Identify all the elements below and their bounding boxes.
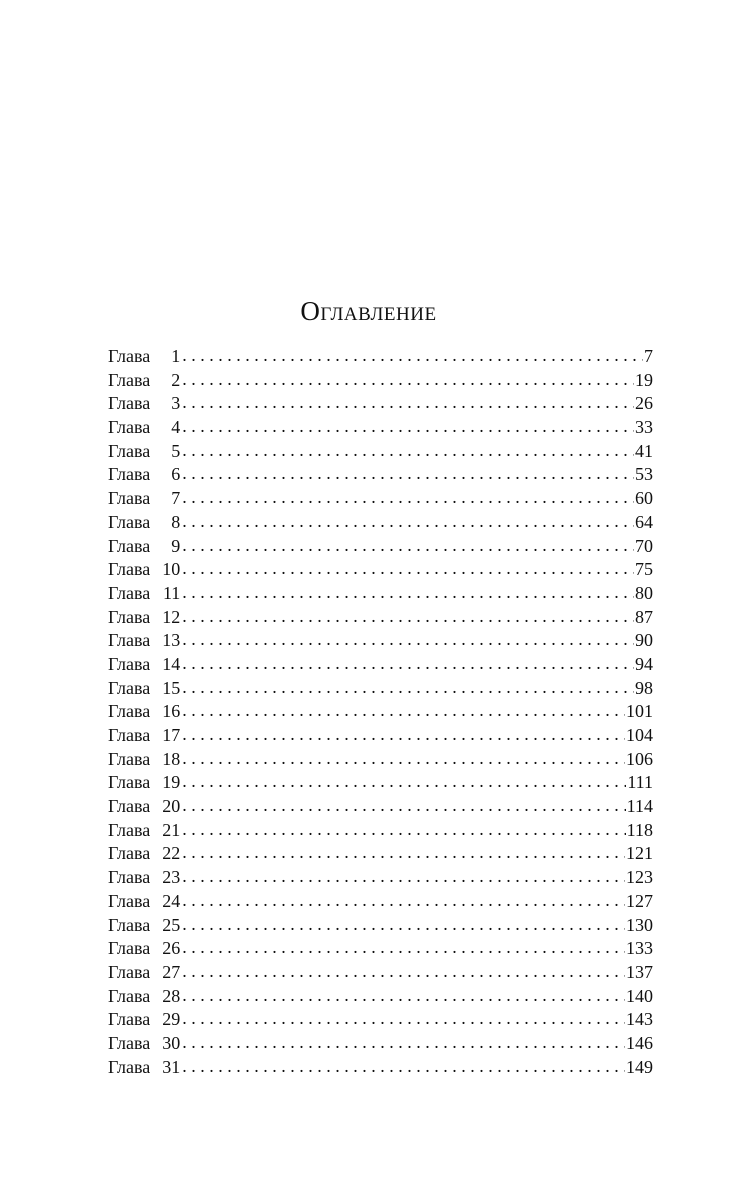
toc-entry[interactable]	[108, 1008, 653, 1032]
dot-leader	[182, 628, 634, 652]
chapter-label: Глава	[108, 346, 151, 366]
chapter-label: Глава	[108, 701, 151, 722]
page-number: 104	[626, 725, 653, 745]
dot-leader	[182, 889, 625, 913]
chapter-number: 12	[162, 606, 181, 627]
dot-leader	[182, 510, 634, 534]
chapter-label: Глава	[108, 890, 151, 911]
page-number: 114	[626, 796, 653, 817]
page-number: 149	[626, 1056, 653, 1077]
page-number: 64	[635, 511, 653, 532]
dot-leader	[182, 841, 625, 865]
chapter-number: 8	[171, 511, 181, 532]
dot-leader	[182, 439, 634, 463]
toc-entry[interactable]	[108, 866, 653, 890]
toc-entry[interactable]	[108, 606, 653, 630]
chapter-label: Глава	[108, 630, 151, 651]
toc-entry[interactable]	[108, 535, 653, 559]
dot-leader	[182, 1031, 625, 1055]
chapter-number: 26	[162, 938, 181, 959]
toc-entry[interactable]	[108, 985, 653, 1009]
toc-entry[interactable]	[108, 1056, 653, 1080]
toc-entry[interactable]	[108, 629, 653, 653]
dot-leader	[182, 1007, 625, 1031]
page-number: 53	[635, 464, 653, 485]
page-number: 19	[635, 369, 653, 390]
chapter-label: Глава	[108, 819, 151, 840]
toc-entry[interactable]	[108, 1032, 653, 1056]
page-number: 140	[626, 985, 653, 1006]
toc-entry[interactable]	[108, 819, 653, 843]
dot-leader	[182, 913, 625, 937]
chapter-number: 20	[162, 796, 181, 817]
chapter-number: 28	[162, 985, 181, 1006]
toc-entry[interactable]	[108, 653, 653, 677]
dot-leader	[182, 605, 634, 629]
chapter-number: 27	[162, 961, 181, 982]
chapter-label: Глава	[108, 1056, 151, 1077]
toc-entry[interactable]	[108, 748, 653, 772]
dot-leader	[182, 794, 625, 818]
chapter-label: Глава	[108, 796, 151, 817]
dot-leader	[182, 368, 634, 392]
toc-entry[interactable]	[108, 487, 653, 511]
page-number: 26	[635, 393, 653, 414]
chapter-label: Глава	[108, 559, 151, 580]
page-number: 127	[626, 890, 653, 911]
page-number: 130	[626, 914, 653, 935]
page-number: 33	[635, 417, 653, 438]
chapter-number: 16	[162, 701, 181, 722]
page-number: 123	[626, 867, 653, 888]
chapter-label: Глава	[108, 535, 151, 556]
dot-leader	[182, 486, 634, 510]
chapter-number: 22	[162, 843, 181, 864]
page-number: 98	[635, 677, 653, 698]
toc-entry[interactable]	[108, 914, 653, 938]
page-number: 121	[626, 843, 653, 864]
chapter-label: Глава	[108, 440, 151, 461]
toc-entry[interactable]	[108, 582, 653, 606]
dot-leader	[182, 960, 625, 984]
toc-entry[interactable]	[108, 890, 653, 914]
page-number: 118	[626, 819, 653, 840]
toc-entry[interactable]	[108, 700, 653, 724]
toc-entry[interactable]	[108, 842, 653, 866]
toc-entry[interactable]	[108, 345, 653, 369]
page-number: 137	[626, 961, 653, 982]
chapter-number: 29	[162, 1009, 181, 1030]
dot-leader	[182, 557, 634, 581]
dot-leader	[182, 699, 625, 723]
chapter-number: 14	[162, 653, 181, 674]
toc-entry[interactable]	[108, 771, 653, 795]
page-title: Оглавление	[300, 296, 437, 326]
chapter-label: Глава	[108, 606, 151, 627]
chapter-label: Глава	[108, 464, 151, 485]
toc-entry[interactable]	[108, 724, 653, 748]
toc-entry[interactable]	[108, 440, 653, 464]
chapter-number: 17	[162, 725, 181, 745]
page-number: 60	[635, 488, 653, 509]
page-number: 101	[626, 701, 653, 722]
chapter-number: 13	[162, 630, 181, 651]
toc-entry[interactable]	[108, 463, 653, 487]
dot-leader	[182, 723, 625, 747]
dot-leader	[182, 676, 634, 700]
chapter-number: 18	[162, 748, 181, 769]
page-number: 80	[635, 582, 653, 603]
chapter-label: Глава	[108, 843, 151, 864]
dot-leader	[182, 818, 625, 842]
toc-entry[interactable]	[108, 961, 653, 985]
chapter-label: Глава	[108, 748, 151, 769]
dot-leader	[182, 1055, 625, 1079]
toc-entry[interactable]	[108, 369, 653, 393]
chapter-label: Глава	[108, 938, 151, 959]
toc-entry[interactable]	[108, 511, 653, 535]
chapter-number: 11	[162, 582, 181, 603]
chapter-label: Глава	[108, 914, 151, 935]
chapter-number: 25	[162, 914, 181, 935]
chapter-label: Глава	[108, 511, 151, 532]
toc-entry[interactable]	[108, 558, 653, 582]
page-number: 111	[627, 772, 653, 793]
chapter-number: 7	[171, 488, 181, 509]
page-number: 7	[644, 346, 653, 366]
chapter-number: 31	[162, 1056, 181, 1077]
chapter-label: Глава	[108, 393, 151, 414]
chapter-label: Глава	[108, 417, 151, 438]
page-number: 106	[626, 748, 653, 769]
toc-entry[interactable]	[108, 937, 653, 961]
chapter-label: Глава	[108, 867, 151, 888]
chapter-number: 30	[162, 1032, 181, 1053]
toc-entry[interactable]	[108, 392, 653, 416]
chapter-number: 4	[171, 417, 181, 438]
dot-leader	[182, 747, 625, 771]
page-number: 133	[626, 938, 653, 959]
page-number: 94	[635, 653, 653, 674]
page-number: 87	[635, 606, 653, 627]
chapter-label: Глава	[108, 985, 151, 1006]
toc-entry[interactable]	[108, 795, 653, 819]
chapter-label: Глава	[108, 772, 151, 793]
dot-leader	[182, 581, 634, 605]
chapter-label: Глава	[108, 961, 151, 982]
dot-leader	[182, 462, 634, 486]
page-number: 90	[635, 630, 653, 651]
page-number: 70	[635, 535, 653, 556]
dot-leader	[182, 344, 643, 368]
chapter-number: 19	[162, 772, 181, 793]
chapter-label: Глава	[108, 725, 151, 745]
toc-entry[interactable]	[108, 677, 653, 701]
chapter-label: Глава	[108, 369, 151, 390]
dot-leader	[182, 984, 625, 1008]
chapter-label: Глава	[108, 1032, 151, 1053]
dot-leader	[182, 415, 634, 439]
chapter-label: Глава	[108, 677, 151, 698]
chapter-number: 9	[171, 535, 181, 556]
dot-leader	[182, 865, 625, 889]
page-number: 143	[626, 1009, 653, 1030]
page-number: 41	[635, 440, 653, 461]
chapter-number: 3	[171, 393, 181, 414]
chapter-number: 21	[162, 819, 181, 840]
chapter-label: Глава	[108, 488, 151, 509]
dot-leader	[182, 391, 634, 415]
chapter-number: 1	[171, 346, 181, 366]
chapter-number: 2	[171, 369, 181, 390]
dot-leader	[182, 652, 634, 676]
table-of-contents	[108, 345, 653, 1079]
page-number: 75	[635, 559, 653, 580]
chapter-number: 6	[171, 464, 181, 485]
chapter-number: 23	[162, 867, 181, 888]
chapter-number: 10	[162, 559, 181, 580]
dot-leader	[182, 770, 626, 794]
chapter-number: 24	[162, 890, 181, 911]
chapter-label: Глава	[108, 1009, 151, 1030]
chapter-number: 15	[162, 677, 181, 698]
page-number: 146	[626, 1032, 653, 1053]
chapter-number: 5	[171, 440, 181, 461]
chapter-label: Глава	[108, 653, 151, 674]
toc-entry[interactable]	[108, 416, 653, 440]
dot-leader	[182, 534, 634, 558]
chapter-label: Глава	[108, 582, 151, 603]
dot-leader	[182, 936, 625, 960]
